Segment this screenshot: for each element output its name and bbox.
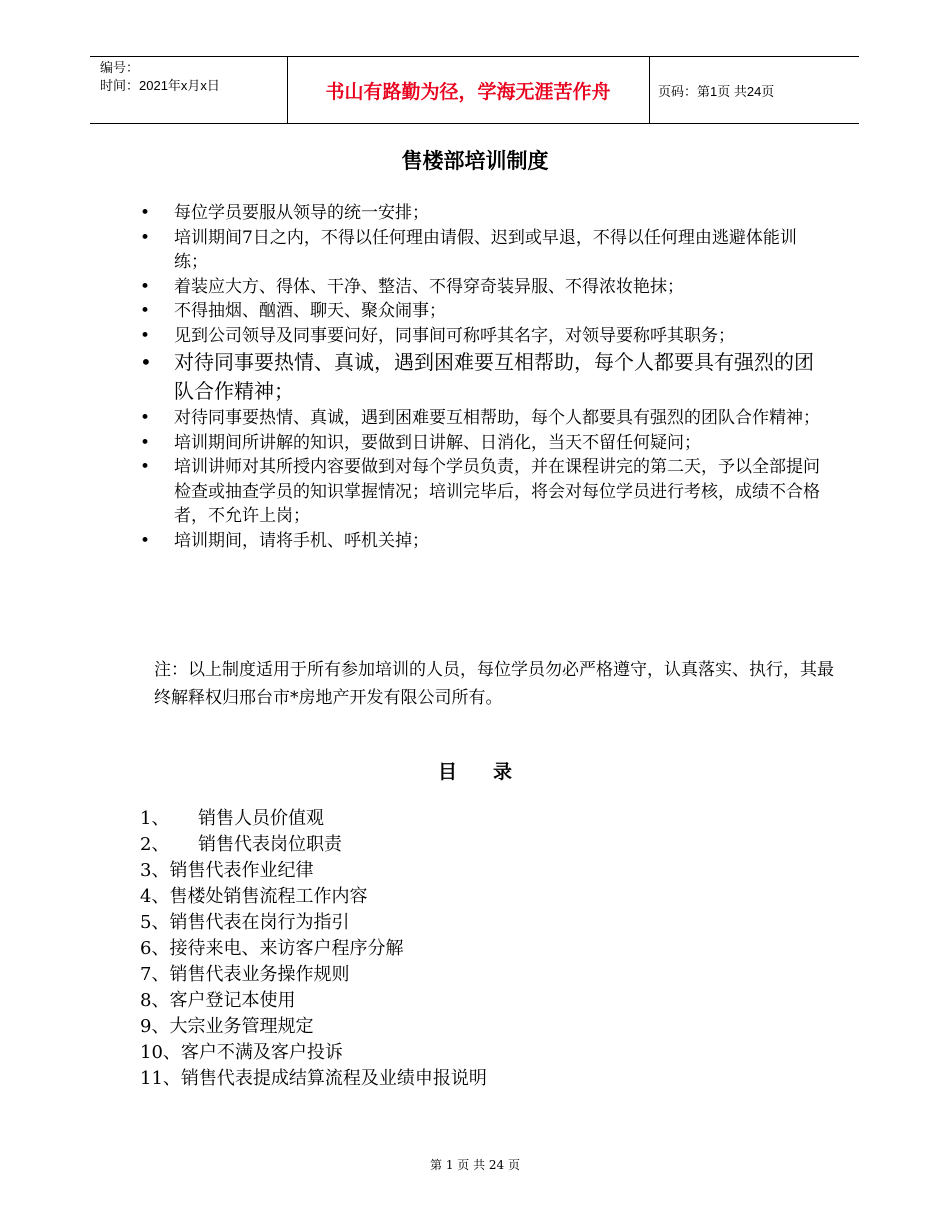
- toc-title: 目录: [437, 761, 548, 783]
- bullet-icon: •: [140, 350, 152, 374]
- toc-item: 9、大宗业务管理规定: [140, 1016, 314, 1037]
- rule-item: [140, 226, 820, 275]
- bullet-icon: •: [140, 530, 151, 551]
- toc-item: 10、客户不满及客户投诉: [140, 1042, 343, 1063]
- bullet-icon: •: [140, 203, 151, 223]
- rules-list: [140, 201, 820, 553]
- header-divider: [649, 57, 650, 123]
- rule-text: 培训期间7日之内，不得以任何理由请假、迟到或早退，不得以任何理由逃避体能训练；: [174, 227, 797, 272]
- note-paragraph: 注：以上制度适用于所有参加培训的人员，每位学员勿必严格遵守，认真落实、执行，其最终解释权归邢台市*房地产开发有限公司所有。: [154, 660, 834, 708]
- bullet-icon: •: [140, 276, 151, 297]
- time-label: 时间：2021年x月x日: [100, 78, 220, 93]
- toc-item: 11、销售代表提成结算流程及业绩申报说明: [140, 1068, 487, 1089]
- header-page-info: 页码：第1页 共24页: [658, 83, 775, 99]
- rule-text: 见到公司领导及同事要问好，同事间可称呼其名字，对领导要称呼其职务；: [174, 325, 735, 346]
- rule-item: [140, 299, 820, 324]
- toc-item: 3、销售代表作业纪律: [140, 860, 314, 881]
- rule-item: [140, 324, 820, 349]
- rule-text: 培训期间，请将手机、呼机关掉；: [174, 530, 429, 551]
- header-meta: [100, 59, 220, 95]
- bullet-icon: •: [140, 408, 151, 428]
- rule-text: 每位学员要服从领导的统一安排；: [174, 203, 429, 223]
- document-title: 售楼部培训制度: [401, 149, 549, 173]
- bullet-icon: •: [140, 457, 151, 477]
- rule-text: 对待同事要热情、真诚，遇到困难要互相帮助，每个人都要具有强烈的团队合作精神；: [174, 408, 820, 428]
- rule-item: [140, 455, 820, 529]
- bullet-icon: •: [140, 432, 151, 453]
- page-footer: 第 1 页 共 24 页: [430, 1158, 520, 1172]
- toc-item: 6、接待来电、来访客户程序分解: [140, 938, 404, 959]
- rule-text: 不得抽烟、酗酒、聊天、聚众闹事；: [174, 301, 446, 321]
- rule-text: 培训讲师对其所授内容要做到对每个学员负责，并在课程讲完的第二天，予以全部提问检查或抽查学员的知识掌握情况；培训完毕后，将会对每位学员进行考核，成绩不合格者，不允许上岗；: [174, 457, 820, 526]
- rule-item: [140, 348, 820, 406]
- header-motto: 书山有路勤为径，学海无涯苦作舟: [325, 80, 611, 103]
- rule-item: [140, 406, 820, 431]
- rule-item: [140, 529, 820, 554]
- toc-item: 5、销售代表在岗行为指引: [140, 912, 350, 933]
- toc-item: 1、 销售人员价值观: [140, 808, 325, 829]
- toc-list: [140, 806, 487, 1092]
- rule-item: [140, 201, 820, 226]
- rule-item: [140, 275, 820, 300]
- rule-item: [140, 431, 820, 456]
- toc-item: 8、客户登记本使用: [140, 990, 296, 1011]
- bullet-icon: •: [140, 227, 151, 248]
- serial-label: 编号：: [100, 60, 140, 75]
- toc-item: 7、销售代表业务操作规则: [140, 964, 350, 985]
- bullet-icon: •: [140, 301, 151, 321]
- toc-item: 4、售楼处销售流程工作内容: [140, 886, 368, 907]
- rule-text: 着装应大方、得体、干净、整洁、不得穿奇装异服、不得浓妆艳抹；: [174, 276, 684, 297]
- rule-text: 对待同事要热情、真诚，遇到困难要互相帮助，每个人都要具有强烈的团队合作精神；: [174, 350, 814, 403]
- rule-text: 培训期间所讲解的知识，要做到日讲解、日消化，当天不留任何疑问；: [174, 432, 701, 453]
- page-header: [90, 56, 859, 124]
- bullet-icon: •: [140, 325, 151, 346]
- toc-item: 2、 销售代表岗位职责: [140, 834, 343, 855]
